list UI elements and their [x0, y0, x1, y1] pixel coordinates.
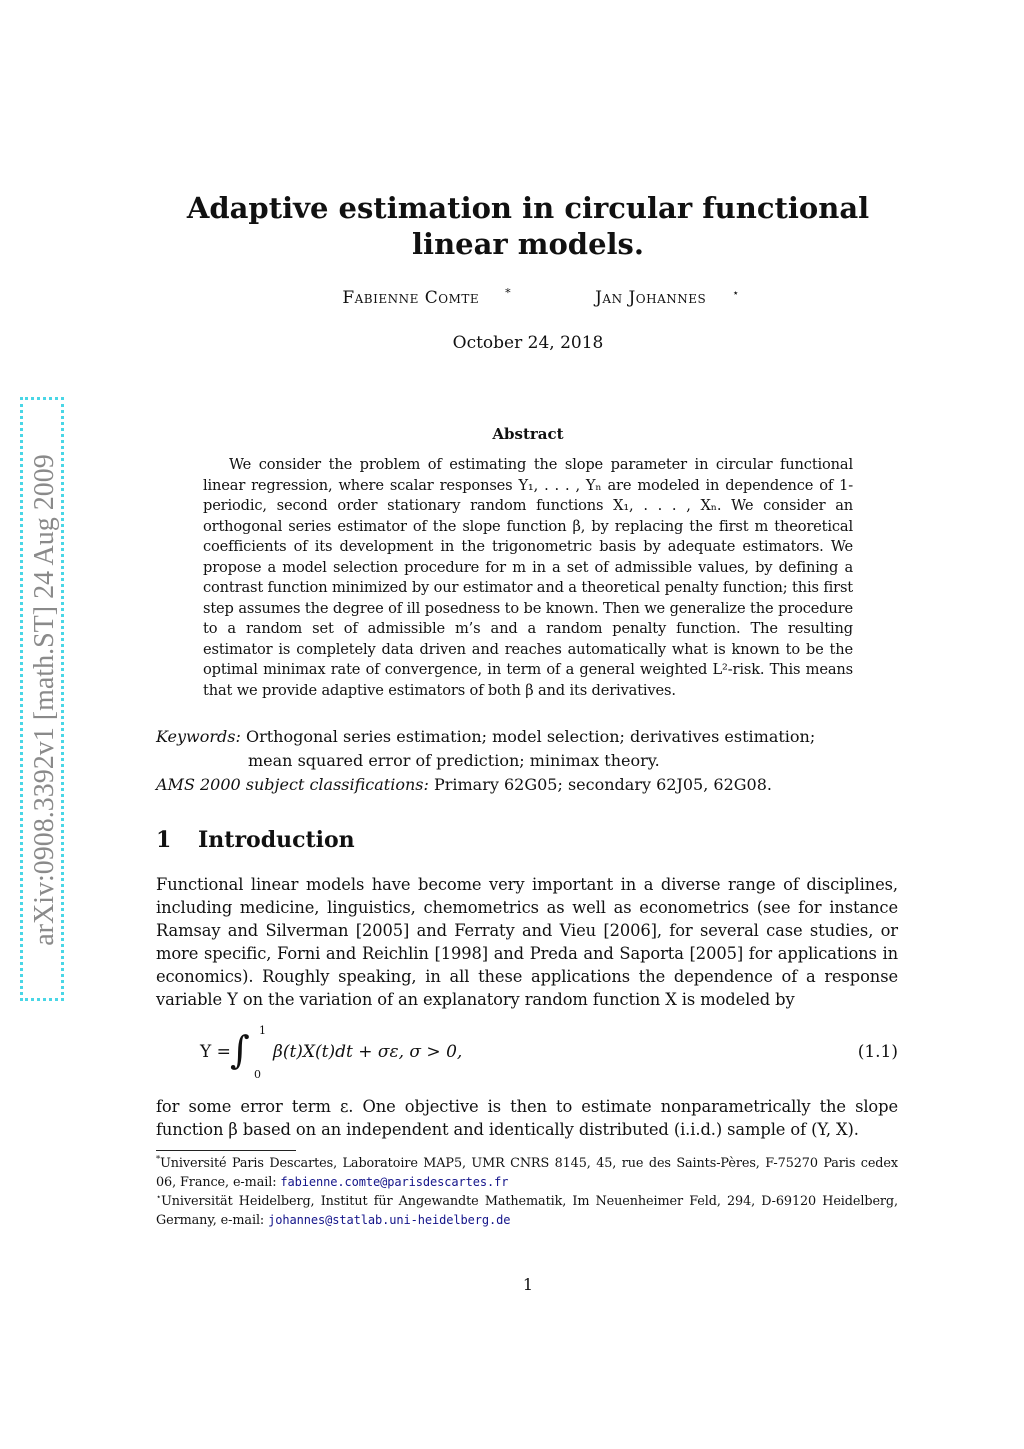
equation-lhs: Y =	[200, 1042, 231, 1062]
equation-1-1	[156, 1024, 898, 1084]
abstract-heading: Abstract	[492, 425, 564, 443]
footnote-1: *Université Paris Descartes, Laboratoire MAP5, UMR CNRS 8145, 45, rue des Saints-Pères, F-75270 Paris cedex 06, France, e-mail: fabienne.comte@parisdescartes.fr	[156, 1153, 898, 1190]
author-1: Fabienne Comte *	[342, 286, 512, 308]
intro-paragraph-2: for some error term ε. One objective is then to estimate nonparametrically the slope function β based on an independent and identically distributed (i.i.d.) sample of (Y, X).	[156, 1097, 898, 1139]
keywords-block	[156, 725, 906, 797]
ams-text: Primary 62G05; secondary 62J05, 62G08.	[433, 775, 772, 794]
email-link-2[interactable]: johannes@statlab.uni-heidelberg.de	[268, 1213, 511, 1227]
equation-number: (1.1)	[857, 1042, 898, 1062]
footnote-2: ⋆Universität Heidelberg, Institut für Angewandte Mathematik, Im Neuenheimer Feld, 294, D-69120 Heidelberg, Germany, e-mail: johannes@statlab.uni-heidelberg.de	[156, 1191, 898, 1228]
paper-date: October 24, 2018	[452, 333, 604, 353]
section-number: 1	[156, 827, 172, 853]
section-heading	[156, 827, 355, 853]
author-2: Jan Johannes ⋆	[595, 286, 740, 308]
intro-paragraph-1: Functional linear models have become very important in a diverse range of disciplines, including medicine, linguistics, chemometrics as well as econometrics (see for instance Ramsay and Silverman [2005] and Ferraty and Vieu [2006], for several case studies, or more specific, Forni and Reichlin [1998] and Preda and Saporta [2005] for applications in economics). Roughly speaking, in all these applications the dependence of a response variable Y on the variation of an explanatory random function X is modeled by	[156, 875, 898, 1009]
integral-lower-limit: 0	[254, 1068, 261, 1081]
integral-sign: ∫	[230, 1028, 250, 1072]
author-list	[150, 288, 906, 308]
keywords-line-1: Orthogonal series estimation; model selection; derivatives estimation;	[245, 727, 816, 746]
keywords-line	[156, 725, 906, 749]
footnote-rule	[156, 1150, 296, 1151]
section-title: Introduction	[198, 827, 355, 853]
paper-title: Adaptive estimation in circular functional linear models.	[186, 191, 870, 261]
keywords-line-2: mean squared error of prediction; minimax theory.	[248, 751, 660, 770]
page-number: 1	[522, 1275, 534, 1294]
ams-line	[156, 773, 906, 797]
email-link-1[interactable]: fabienne.comte@parisdescartes.fr	[280, 1175, 509, 1189]
integral-upper-limit: 1	[259, 1024, 266, 1037]
abstract-text: We consider the problem of estimating the slope parameter in circular functional linear regression, where scalar responses Y₁, . . . , Yₙ are modeled in dependence of 1-periodic, second order stationary random functions X₁, . . . , Xₙ. We consider an orthogonal series estimator of the slope function β, by replacing the first m theoretical coefficients of its development in the trigonometric basis by adequate estimators. We propose a model selection procedure for m in a set of admissible values, by defining a contrast function minimized by our estimator and a theoretical penalty function; this first step assumes the degree of ill posedness to be known. Then we generalize the procedure to a random set of admissible m’s and a random penalty function. The resulting estimator is completely data driven and reaches automatically what is known to be the optimal minimax rate of convergence, in term of a general weighted L²-risk. This means that we provide adaptive estimators of both β and its derivatives.	[203, 456, 853, 699]
arxiv-stamp	[20, 397, 64, 1001]
keywords-label: Keywords:	[156, 727, 241, 746]
ams-label: AMS 2000 subject classifications:	[156, 775, 429, 794]
arxiv-stamp-text: arXiv:0908.3392v1 [math.ST] 24 Aug 2009	[29, 454, 60, 946]
equation-rhs: β(t)X(t)dt + σε, σ > 0,	[273, 1042, 463, 1062]
